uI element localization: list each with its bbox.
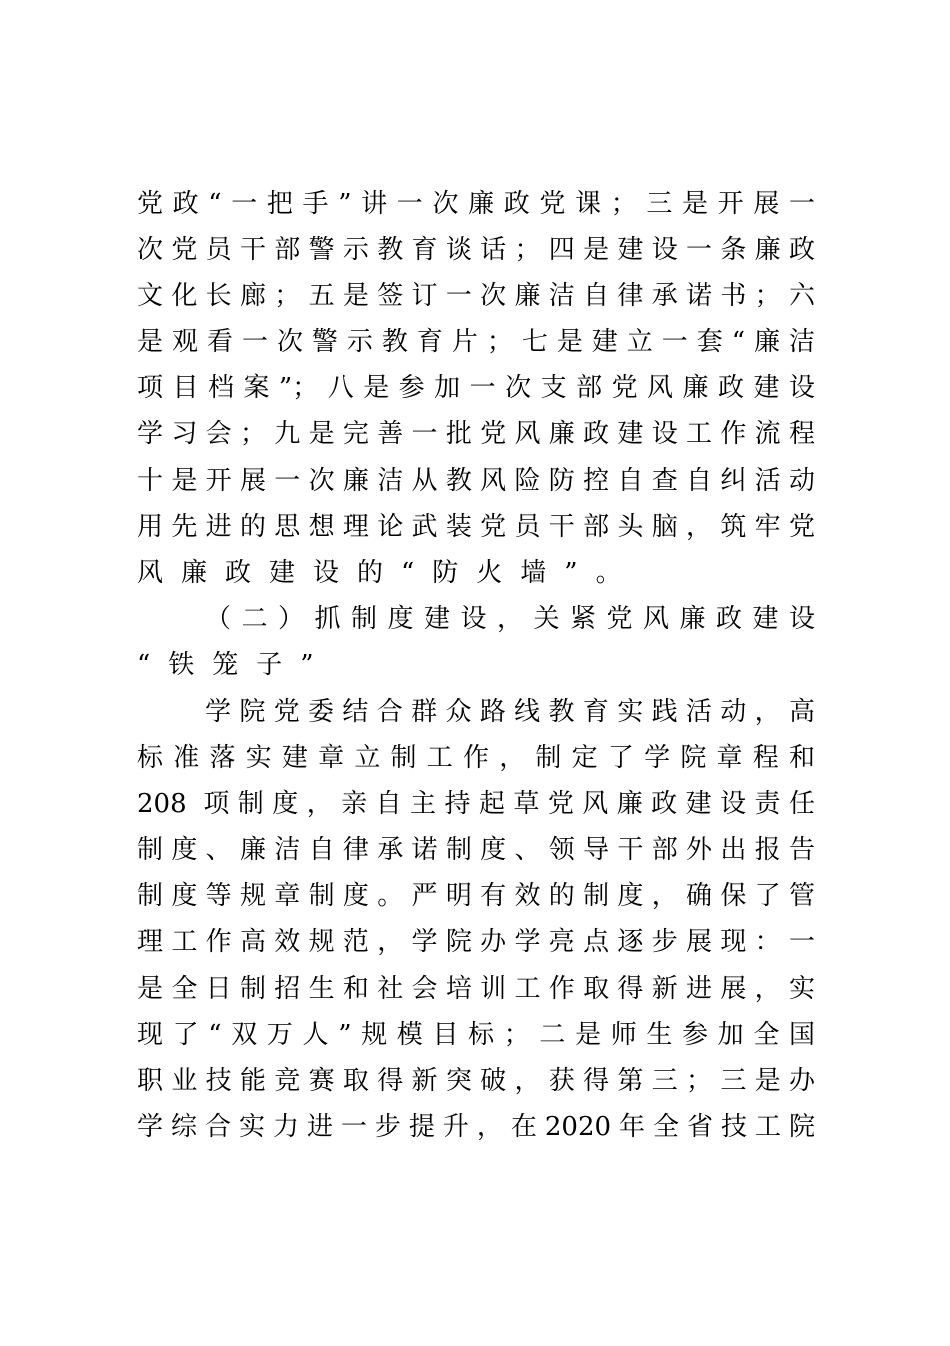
paragraph-start: 学院党委结合群众路线教育实践活动，高 — [205, 697, 815, 727]
text-line: 用先进的思想理论武装党员干部头脑，筑牢党 — [137, 512, 815, 542]
text-line: 文化长廊；五是签订一次廉洁自律承诺书；六 — [137, 281, 815, 311]
text-line: 标准落实建章立制工作，制定了学院章程和 — [137, 743, 815, 773]
text-line: 风廉政建设的“防火墙”。 — [137, 558, 640, 588]
text-line: 职业技能竞赛取得新突破，获得第三；三是办 — [137, 1066, 815, 1096]
text-line: 项目档案”；八是参加一次支部党风廉政建设 — [137, 373, 815, 403]
text-line: 是全日制招生和社会培训工作取得新进展，实 — [137, 974, 815, 1004]
text-line: 十是开展一次廉洁从教风险防控自查自纠活动 — [137, 466, 815, 496]
text-line: 制度等规章制度。严明有效的制度，确保了管 — [137, 881, 815, 911]
section-heading-cont: “铁笼子” — [137, 650, 332, 680]
text-line: 是观看一次警示教育片；七是建立一套“廉洁 — [137, 327, 815, 357]
text-line: 学综合实力进一步提升，在2020年全省技工院 — [137, 1112, 815, 1142]
text-line: 次党员干部警示教育谈话；四是建设一条廉政 — [137, 235, 815, 265]
text-line: 制度、廉洁自律承诺制度、领导干部外出报告 — [137, 835, 815, 865]
text-line: 208 项制度，亲自主持起草党风廉政建设责任 — [137, 789, 815, 819]
text-line: 学习会；九是完善一批党风廉政建设工作流程 — [137, 419, 815, 449]
text-line: 理工作高效规范，学院办学亮点逐步展现：一 — [137, 927, 815, 957]
text-line: 现了“双万人”规模目标；二是师生参加全国 — [137, 1020, 815, 1050]
section-heading: （二）抓制度建设，关紧党风廉政建设 — [205, 604, 815, 634]
text-line: 党政“一把手”讲一次廉政党课；三是开展一 — [137, 189, 815, 219]
